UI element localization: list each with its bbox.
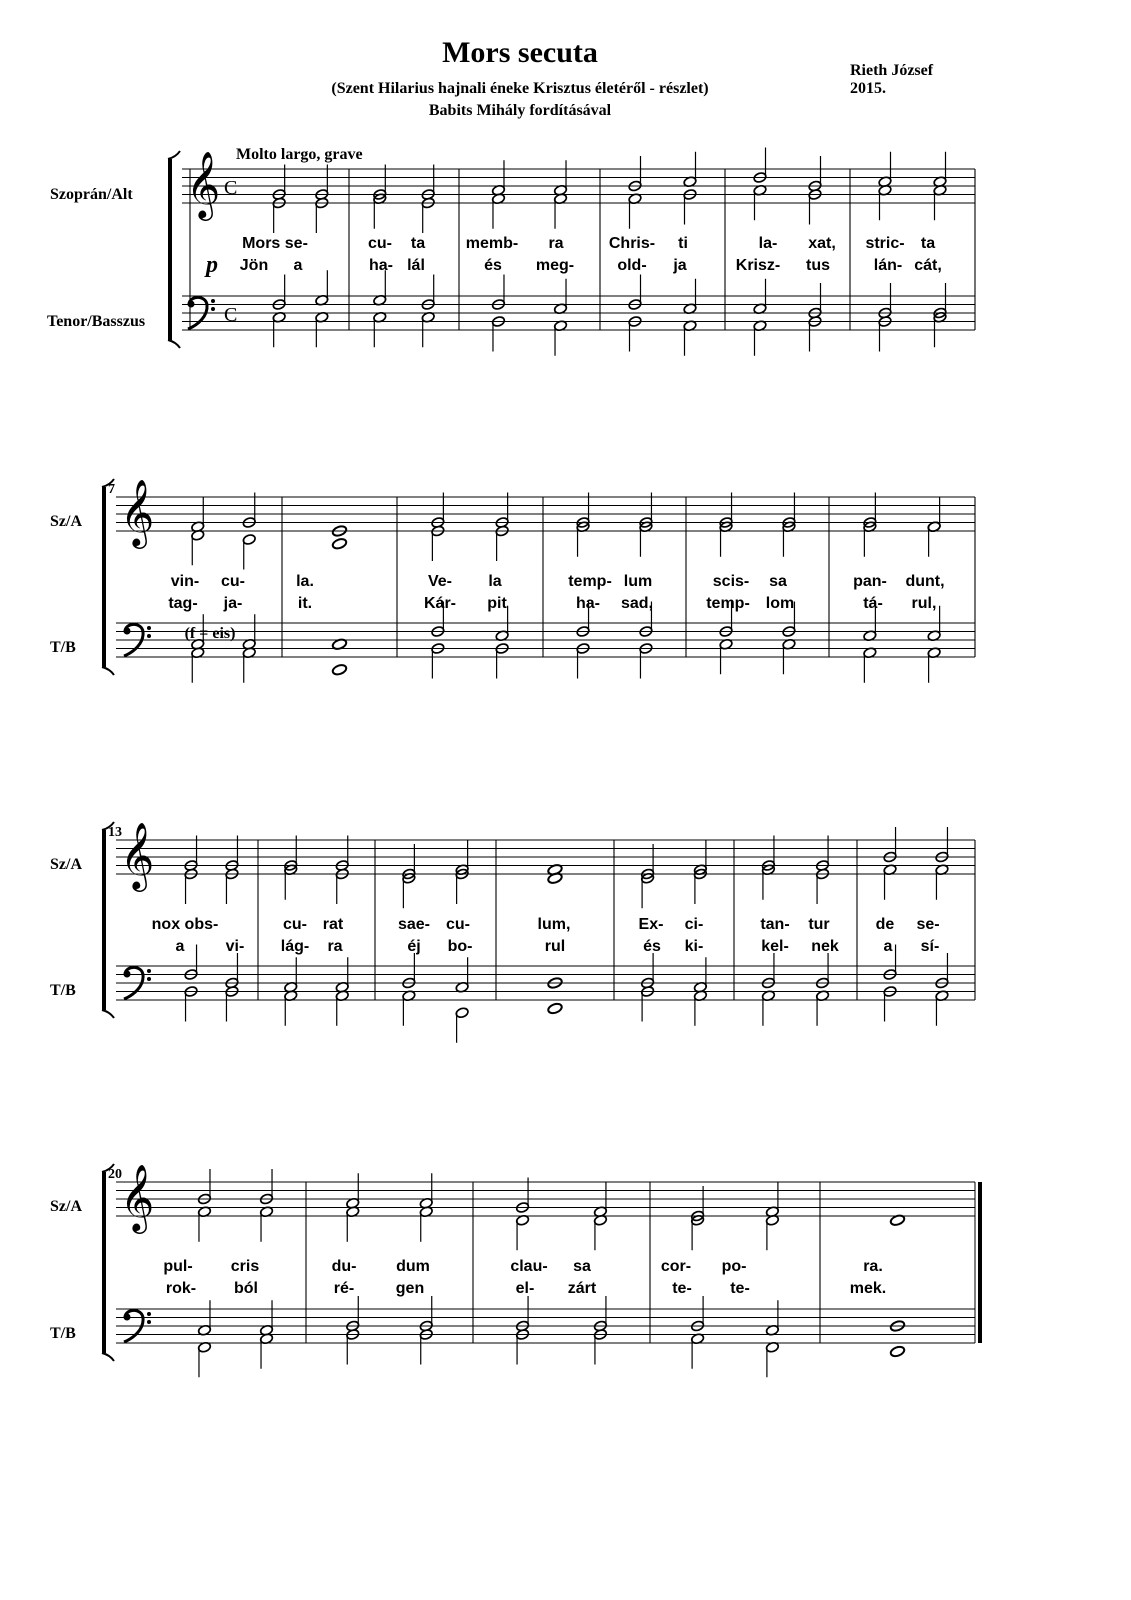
time-signature: C (224, 304, 238, 326)
lyric-hungarian: a (293, 257, 303, 274)
treble-clef: 𝄞 (186, 150, 221, 218)
lyric-hungarian: ré- (333, 1280, 355, 1297)
lyric-latin: dunt, (905, 573, 945, 590)
composer-name: Rieth József (850, 62, 934, 79)
lyric-latin: ra (548, 235, 564, 252)
lyric-hungarian: te- (672, 1280, 692, 1297)
lyric-latin: tur (808, 916, 830, 933)
bracket-hook (102, 1353, 114, 1361)
lyric-latin: Mors se- (242, 235, 308, 252)
subtitle: (Szent Hilarius hajnali éneke Krisztus életéről - részlet) (331, 80, 709, 97)
part-label-upper-2: Sz/A (50, 513, 82, 530)
lyric-hungarian: el- (515, 1280, 535, 1297)
bass-clef-dot (147, 634, 151, 638)
bass-clef-dot (147, 1320, 151, 1324)
treble-clef: 𝄞 (120, 478, 155, 546)
lyric-latin: se- (916, 916, 940, 933)
lyric-latin: xat, (808, 235, 836, 252)
lyric-latin: cu- (283, 916, 307, 933)
annotation-f-eis: (f = eis) (184, 625, 236, 642)
lyric-latin: sa (573, 1258, 591, 1275)
bass-clef-dot (211, 299, 215, 303)
lyric-hungarian: tus (806, 257, 830, 274)
lyric-hungarian: és (484, 257, 502, 274)
composition-year: 2015. (850, 80, 886, 97)
lyric-latin: de (875, 916, 895, 933)
lyric-latin: vin- (170, 573, 200, 590)
lyric-latin: ti (678, 235, 688, 252)
bass-clef-dot (147, 1312, 151, 1316)
lyric-hungarian: vi- (225, 938, 245, 955)
lyric-hungarian: Kár- (423, 595, 457, 612)
lyric-hungarian: bo- (447, 938, 473, 955)
lower-staff (116, 966, 975, 1000)
lyric-hungarian: zárt (567, 1280, 597, 1297)
lyric-hungarian: tag- (168, 595, 198, 612)
bracket-hook (102, 1010, 114, 1018)
lyric-latin: memb- (465, 235, 519, 252)
lyric-hungarian: ja (673, 257, 687, 274)
lyric-hungarian: Jön (239, 257, 269, 274)
page-title: Mors secuta (442, 36, 598, 69)
translation-note: Babits Mihály fordításával (428, 102, 612, 119)
lyric-latin: pul- (163, 1258, 193, 1275)
lyric-hungarian: Krisz- (735, 257, 781, 274)
bass-clef-dot (124, 971, 131, 978)
upper-staff (182, 169, 975, 203)
lyric-hungarian: lál (407, 257, 425, 274)
lyric-hungarian: ja- (223, 595, 243, 612)
lyric-hungarian: mek. (849, 1280, 887, 1297)
part-label-upper-3: Sz/A (50, 856, 82, 873)
lyric-hungarian: old- (617, 257, 647, 274)
lyric-latin: Ex- (638, 916, 664, 933)
lyric-hungarian: it. (297, 595, 313, 612)
lyric-latin: cris (230, 1258, 260, 1275)
lyric-hungarian: sí- (920, 938, 940, 955)
lyric-hungarian: cát, (914, 257, 942, 274)
lyric-latin: cu- (221, 573, 245, 590)
treble-clef: 𝄞 (120, 821, 155, 889)
lyric-hungarian: meg- (535, 257, 575, 274)
lyric-latin: clau- (510, 1258, 548, 1275)
lyric-hungarian: rul, (911, 595, 937, 612)
bass-clef-dot (188, 301, 195, 308)
lyric-latin: Chris- (608, 235, 656, 252)
lyric-latin: la- (758, 235, 778, 252)
lyric-latin: ta (410, 235, 426, 252)
bass-clef-dot (124, 628, 131, 635)
lyric-hungarian: tá- (863, 595, 883, 612)
lyric-hungarian: rul (544, 938, 566, 955)
bass-clef-dot (147, 969, 151, 973)
lyric-hungarian: a (175, 938, 185, 955)
lyric-hungarian: lom (765, 595, 795, 612)
note-head (547, 1002, 563, 1015)
part-label-upper: Szoprán/Alt (50, 186, 133, 203)
lyric-latin: sa (769, 573, 787, 590)
lyric-hungarian: nek (811, 938, 839, 955)
upper-staff (116, 1182, 975, 1216)
lyric-hungarian: a (883, 938, 893, 955)
lyric-latin: tan- (760, 916, 790, 933)
measure-number: 20 (108, 1167, 122, 1182)
lyric-latin: du- (331, 1258, 357, 1275)
lyric-hungarian: temp- (706, 595, 750, 612)
part-label-lower: Tenor/Basszus (47, 313, 146, 330)
lyric-latin: ra. (863, 1258, 883, 1275)
lyric-latin: scis- (712, 573, 750, 590)
lyric-hungarian: kel- (761, 938, 789, 955)
part-label-lower-4: T/B (50, 1325, 76, 1342)
bracket-hook (168, 340, 180, 348)
bracket-hook (102, 667, 114, 675)
note-head (331, 663, 347, 676)
lyric-latin: lum, (537, 916, 571, 933)
lyric-hungarian: te- (730, 1280, 750, 1297)
lyric-hungarian: gen (395, 1280, 425, 1297)
bass-clef-dot (147, 977, 151, 981)
lyric-hungarian: ha- (369, 257, 393, 274)
lower-staff (116, 1309, 975, 1343)
staff-systems (102, 150, 980, 1361)
lyric-hungarian: rok- (165, 1280, 197, 1297)
note-head (889, 1345, 905, 1358)
lower-staff (182, 296, 975, 330)
lyric-hungarian: lán- (873, 257, 903, 274)
measure-number: 13 (108, 825, 122, 840)
lyric-latin: cu- (446, 916, 470, 933)
lyric-latin: stric- (865, 235, 905, 252)
upper-staff (116, 840, 975, 874)
bass-clef-dot (211, 307, 215, 311)
lyric-hungarian: és (643, 938, 661, 955)
lyric-latin: cor- (660, 1258, 692, 1275)
time-signature: C (224, 177, 238, 199)
dynamic-marking: p (206, 252, 218, 278)
lyric-hungarian: sad, (620, 595, 654, 612)
part-label-lower-2: T/B (50, 639, 76, 656)
measure-number: 7 (108, 482, 115, 497)
lyric-hungarian: ból (234, 1280, 258, 1297)
lyric-latin: cu- (368, 235, 392, 252)
treble-clef: 𝄞 (120, 1163, 155, 1231)
lyric-latin: Ve- (427, 573, 453, 590)
lyric-latin: pan- (853, 573, 887, 590)
lyric-hungarian: éj (407, 938, 421, 955)
lyric-latin: sae- (397, 916, 431, 933)
notes (184, 148, 949, 1378)
lyric-hungarian: ki- (684, 938, 704, 955)
lyric-latin: dum (396, 1258, 430, 1275)
lyric-latin: po- (721, 1258, 747, 1275)
note-head (331, 537, 347, 550)
lyric-hungarian: ha- (576, 595, 600, 612)
lyric-latin: la. (296, 573, 314, 590)
lyric-latin: nox obs- (151, 916, 219, 933)
lyric-latin: ci- (684, 916, 704, 933)
bass-clef-dot (124, 1314, 131, 1321)
lyric-latin: temp- (568, 573, 612, 590)
tempo-marking: Molto largo, grave (236, 146, 363, 163)
bracket-hook (168, 151, 180, 159)
lyric-latin: lum (623, 573, 653, 590)
lyric-latin: la (488, 573, 502, 590)
part-label-lower-3: T/B (50, 982, 76, 999)
lyric-latin: rat (322, 916, 344, 933)
lyric-hungarian: ra (327, 938, 343, 955)
lyric-hungarian: lág- (280, 938, 310, 955)
bass-clef-dot (147, 626, 151, 630)
lyric-hungarian: pit (487, 595, 507, 612)
part-label-upper-4: Sz/A (50, 1198, 82, 1215)
lyrics-layer (108, 235, 945, 1297)
lyric-latin: ta (920, 235, 936, 252)
